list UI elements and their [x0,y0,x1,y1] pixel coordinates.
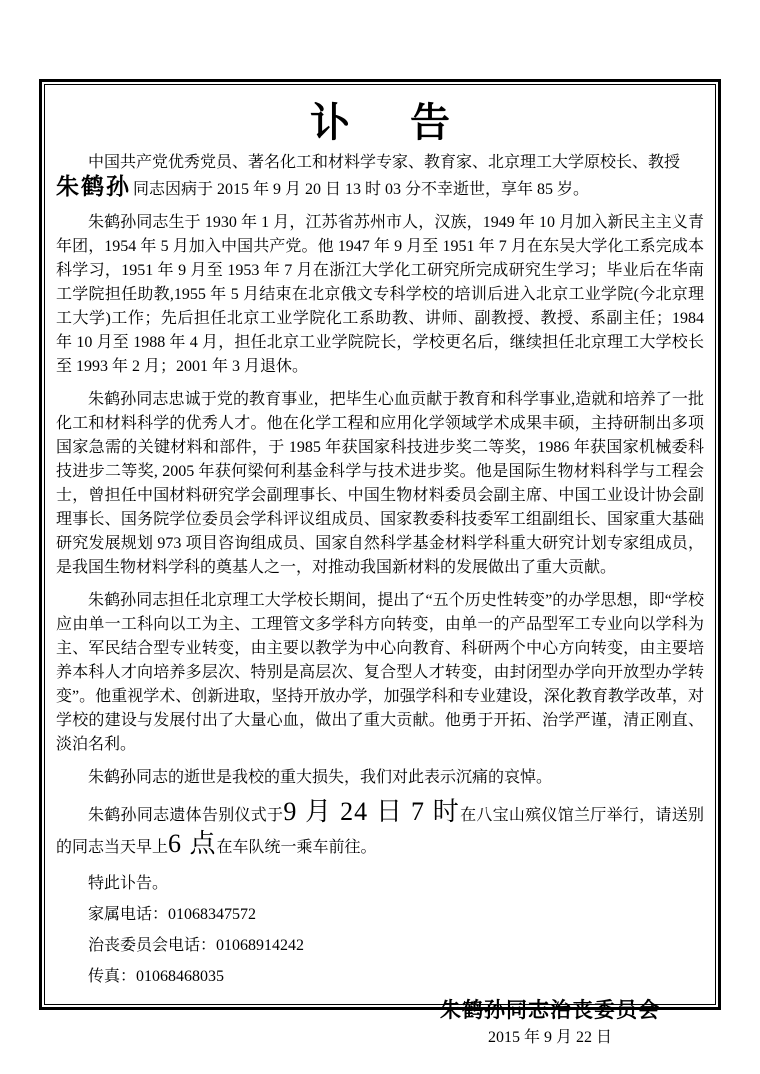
intro-paragraph [56,151,704,202]
achievements-paragraph: 朱鹤孙同志忠诚于党的教育事业，把毕生心血贡献于教育和科学事业,造就和培养了一批化工和材料科学的优秀人才。他在化学工程和应用化学领域学术成果丰硕，主持研制出多项国家急需的关键材料和部件，于 1985 年获国家科技进步奖二等奖，1986 年获国家机械委科技进步二等奖, 2005 年获何梁何利基金科学与技术进步奖。他是国际生物材料科学与工程会士，曾担任中国材料研究学会副理事长、中国生物材料委员会副主席、中国工业设计协会副理事长、国务院学位委员会学科评议组成员、国家教委科技委军工组副组长、国家重大基础研究发展规划 973 项目咨询组成员、国家自然科学基金材料学科重大研究计划专家组成员，是我国生物材料学科的奠基人之一，对推动我国新材料的发展做出了重大贡献。 [56,391,704,576]
biography-paragraph: 朱鹤孙同志生于 1930 年 1 月，江苏省苏州市人，汉族，1949 年 10 月加入新民主主义青年团，1954 年 5 月加入中国共产党。他 1947 年 9 月至 1951 年 7 月在东吴大学化工系完成本科学习，1951 年 9 月至 1953 年 7 月在浙江大学化工研究所完成研究生学习；毕业后在华南工学院担任助教,1955 年 5 月结束在北京俄文专科学校的培训后进入北京工业学院(今北京理工大学)工作；先后担任北京工业学院化工系助教、讲师、副教授、教授、系副主任；1984 年 10 月至 1988 年 4 月，担任北京工业学院院长，学校更名后，继续担任北京理工大学校长至 1993 年 2 月；2001 年 3 月退休。 [56,214,704,375]
family-phone: 家属电话：01068347572 [88,906,257,923]
fax-number: 传真：01068468035 [88,968,225,985]
page-border [39,79,721,1046]
committee-phone: 治丧委员会电话：01068914242 [88,937,305,954]
signature-block [440,999,660,1048]
death-announcement: 同志因病于 2015 年 9 月 20 日 13 时 03 分不幸逝世，享年 85 岁。 [133,181,590,198]
departure-time: 6 点 [168,829,217,858]
obituary-document [44,84,716,1046]
farewell-location: 在八宝山殡仪馆兰厅举行，请送别的同志当天早上 [56,807,704,856]
farewell-prefix: 朱鹤孙同志遗体告别仪式于 [88,807,284,824]
farewell-paragraph [56,799,704,863]
committee-signature: 朱鹤孙同志治丧委员会 [440,999,660,1022]
farewell-datetime: 9 月 24 日 7 时 [283,797,461,826]
tenure-paragraph: 朱鹤孙同志担任北京理工大学校长期间，提出了“五个历史性转变”的办学思想，即“学校应由单一工科向以工为主、工理管文多学科方向转变，由单一的产品型军工专业向以学科为主、军民结合型专业转变，由主要以教学为中心向教育、科研两个中心方向转变，由主要培养本科人才向培养多层次、特别是高层次、复合型人才转变，由封闭型办学向开放型办学转变”。他重视学术、创新进取，坚持开放办学，加强学科和专业建设，深化教育教学改革，对学校的建设与发展付出了大量心血，做出了重大贡献。他勇于开拓、治学严谨，清正刚直、淡泊名利。 [56,592,704,753]
issue-date: 2015 年 9 月 22 日 [487,1029,612,1046]
closing-statement: 特此讣告。 [88,875,169,892]
page-title: 讣 告 [310,101,460,145]
condolence-paragraph: 朱鹤孙同志的逝世是我校的重大损失，我们对此表示沉痛的哀悼。 [88,769,553,786]
deceased-name: 朱鹤孙 [56,174,131,199]
intro-honorifics: 中国共产党优秀党员、著名化工和材料学专家、教育家、北京理工大学原校长、教授 [88,154,681,171]
farewell-suffix: 在车队统一乘车前往。 [216,839,377,856]
